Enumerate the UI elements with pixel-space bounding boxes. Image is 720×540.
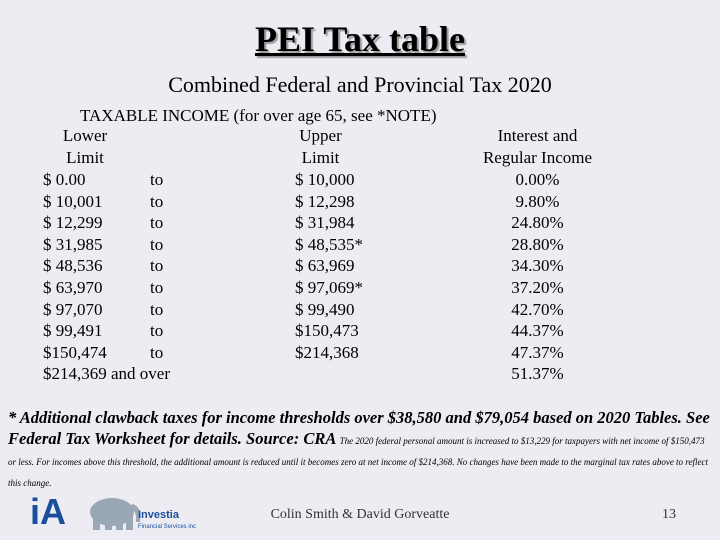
personal-amount-note: The 2020 federal personal amount is increased to $13,229 for taxpayers with net income of $150,473 or less. For incomes above this threshold, the additional amount is reduced until it becomes zero at net income of $214,368. No changes have been made to the marginal tax rates above to reflect this change. — [8, 436, 708, 488]
rate-cell: 47.37% — [511, 342, 564, 362]
upper-limit-cell: $ 31,984 — [295, 213, 355, 233]
to-separator: to — [150, 213, 164, 233]
lower-limit-cell: $ 63,970 — [43, 277, 103, 297]
table-row — [0, 320, 720, 342]
upper-limit-cell: $ 10,000 — [295, 170, 355, 189]
table-row — [0, 255, 720, 277]
upper-limit-cell: $214,368 — [295, 342, 359, 362]
taxable-income-heading: TAXABLE INCOME (for over age 65, see *NOTE) — [80, 106, 437, 125]
to-separator: to — [150, 277, 164, 297]
lower-limit-cell: $ 97,070 — [43, 299, 103, 319]
rate-cell: 28.80% — [511, 234, 564, 254]
ia-logo-mark: iA — [30, 491, 66, 532]
clawback-note — [8, 407, 713, 491]
rate-cell: 9.80% — [515, 191, 560, 211]
investia-tagline: Financial Services inc — [138, 524, 197, 530]
table-row — [0, 191, 720, 213]
rate-cell: 51.37% — [511, 364, 564, 384]
upper-limit-cell: $ 99,490 — [295, 299, 355, 319]
table-row — [0, 342, 720, 364]
slide-title: PEI Tax table — [254, 19, 466, 59]
lower-limit-header-line1: Lower — [62, 126, 108, 145]
table-row — [0, 277, 720, 299]
lower-limit-cell: $214,369 and over — [43, 364, 171, 384]
rate-header — [470, 125, 605, 169]
to-separator: to — [150, 170, 164, 189]
to-separator: to — [150, 191, 164, 211]
upper-limit-cell: $ 12,298 — [295, 191, 355, 211]
lower-limit-cell: $ 12,299 — [43, 213, 103, 233]
rate-cell: 34.30% — [511, 256, 564, 276]
table-row — [0, 212, 720, 234]
rate-cell: 0.00% — [515, 170, 560, 189]
rate-header-line1: Interest and — [497, 126, 578, 145]
rate-cell: 42.70% — [511, 299, 564, 319]
upper-limit-header-line1: Upper — [299, 126, 342, 145]
upper-limit-header — [288, 125, 353, 169]
lower-limit-cell: $ 48,536 — [43, 256, 103, 276]
table-row — [0, 169, 720, 191]
upper-limit-cell: $ 97,069* — [295, 277, 363, 297]
rate-header-line2: Regular Income — [482, 148, 593, 167]
lower-limit-cell: $ 31,985 — [43, 234, 103, 254]
to-separator: to — [150, 321, 164, 341]
to-separator: to — [150, 299, 164, 319]
lower-limit-cell: $150,474 — [43, 342, 107, 362]
table-row — [0, 363, 720, 385]
lower-limit-cell: $ 10,001 — [43, 191, 103, 211]
clawback-note-text: * Additional clawback taxes for income thresholds over $38,580 and $79,054 based on 2020 Tables. See Federal Tax Worksheet for details. Source: CRA — [8, 408, 710, 448]
upper-limit-cell: $ 63,969 — [295, 256, 355, 276]
to-separator: to — [150, 342, 164, 362]
upper-limit-header-line2: Limit — [301, 148, 340, 167]
to-separator: to — [150, 256, 164, 276]
lower-limit-header-line2: Limit — [66, 148, 104, 167]
table-row — [0, 234, 720, 256]
presenter-names: Colin Smith & David Gorveatte — [270, 507, 450, 522]
upper-limit-cell: $ 48,535* — [295, 234, 363, 254]
page-number: 13 — [662, 507, 676, 522]
lower-limit-cell: $ 99,491 — [43, 321, 103, 341]
tax-table-rows — [0, 169, 720, 385]
rate-cell: 24.80% — [511, 213, 564, 233]
to-separator: to — [150, 234, 164, 254]
rate-cell: 44.37% — [511, 321, 564, 341]
rate-cell: 37.20% — [511, 277, 564, 297]
table-row — [0, 299, 720, 321]
lower-limit-cell: $ 0.00 — [43, 170, 86, 189]
lower-limit-header — [55, 125, 115, 169]
upper-limit-cell: $150,473 — [295, 321, 359, 341]
slide-subtitle: Combined Federal and Provincial Tax 2020 — [168, 72, 552, 97]
investia-name: Investia — [138, 509, 179, 521]
